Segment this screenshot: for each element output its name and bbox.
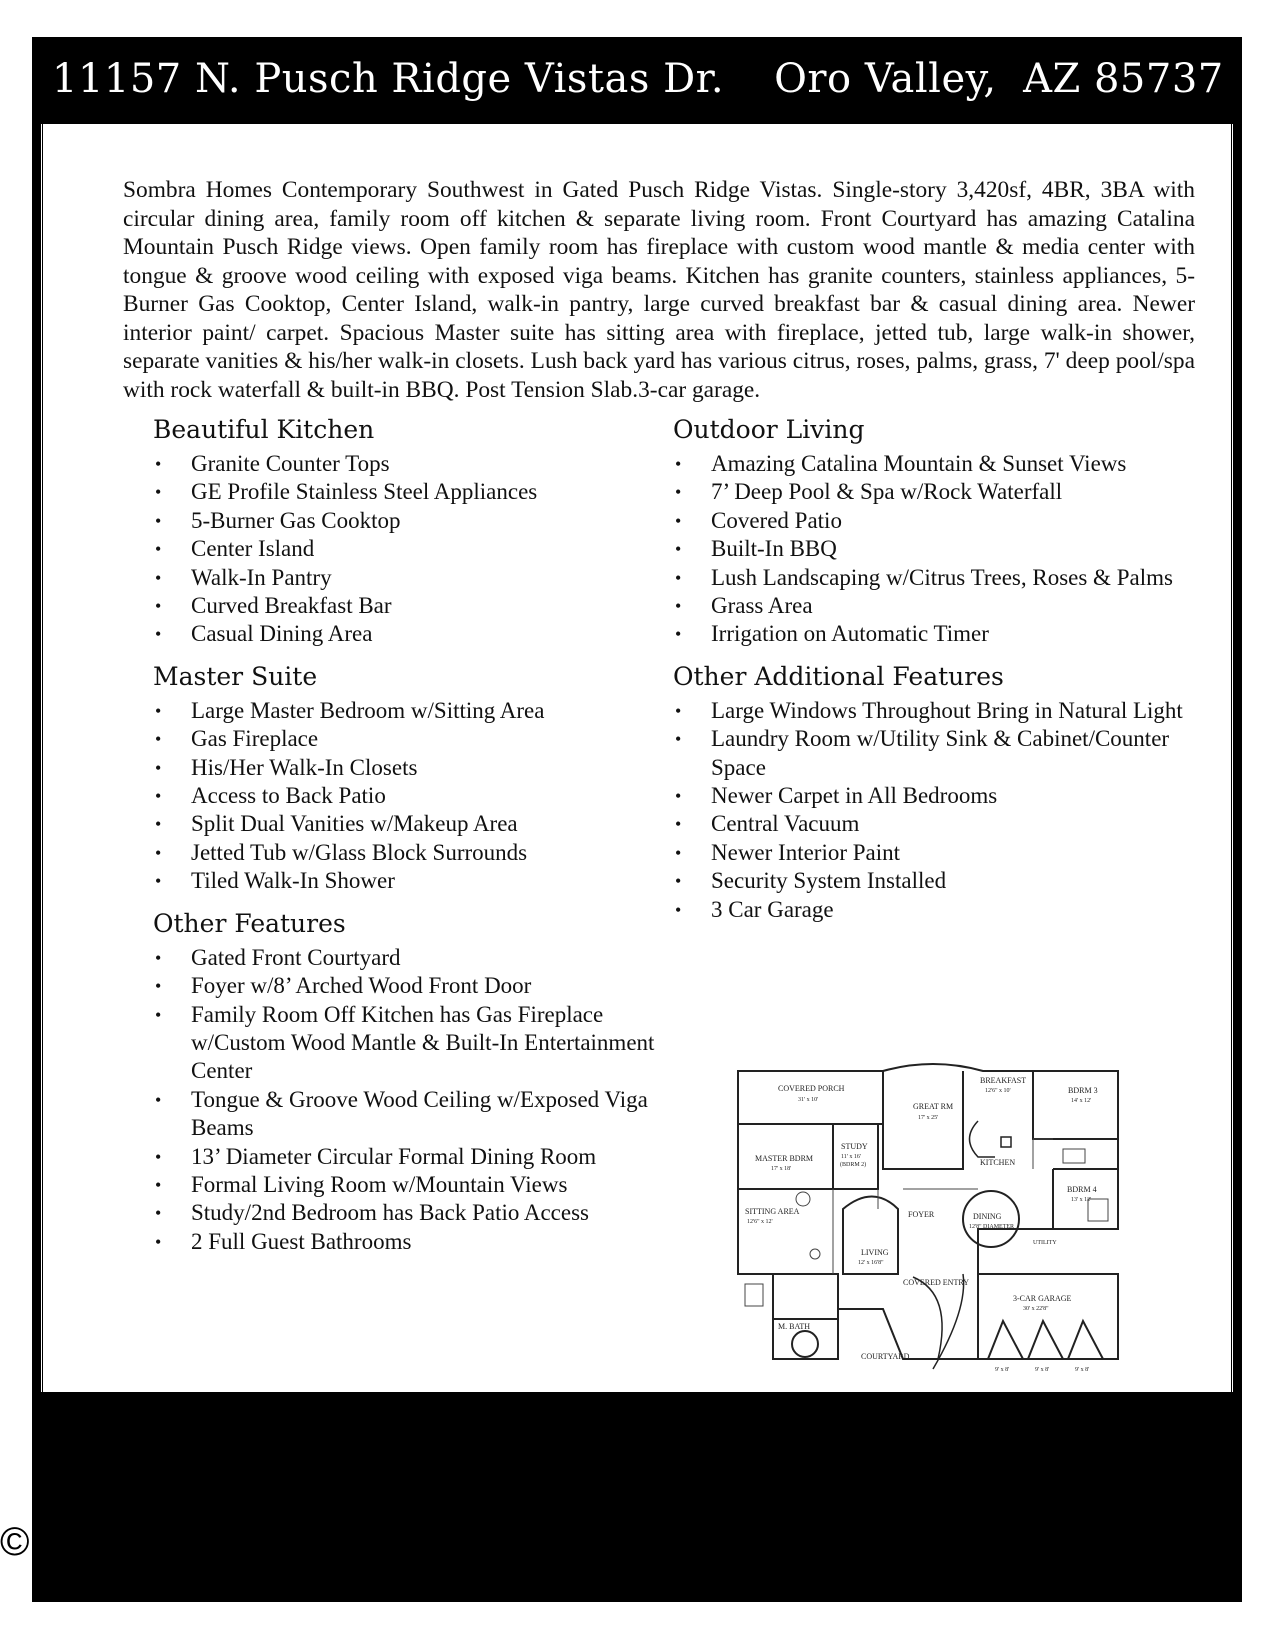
floorplan-label: STUDY <box>841 1142 868 1151</box>
list-item-text: Large Windows Throughout Bring in Natural Light <box>711 697 1183 723</box>
list-item <box>153 507 673 535</box>
list-item <box>153 867 673 895</box>
feature-section <box>153 661 673 896</box>
floorplan-dimension: 13' x 12' <box>1071 1197 1092 1203</box>
floorplan-dimension: 17' x 25' <box>918 1115 939 1121</box>
bullet-icon: • <box>675 871 682 892</box>
floorplan-label: COVERED ENTRY <box>903 1278 969 1287</box>
list-item <box>673 810 1193 838</box>
section-heading: Other Features <box>153 908 346 938</box>
bullet-icon: • <box>675 729 682 750</box>
bullet-icon: • <box>155 976 162 997</box>
floorplan-dimension: 11' x 16' <box>841 1154 861 1160</box>
list-item <box>673 839 1193 867</box>
bullet-icon: • <box>675 842 682 863</box>
floorplan-dimension: 12'6" x 12' <box>747 1219 773 1225</box>
section-heading: Other Additional Features <box>673 661 1004 691</box>
bullet-icon: • <box>675 482 682 503</box>
bullet-icon: • <box>675 814 682 835</box>
floorplan-dimension: 9' x 8' <box>1035 1367 1050 1373</box>
list-item <box>153 725 673 753</box>
bullet-icon: • <box>155 871 162 892</box>
bullet-icon: • <box>155 786 162 807</box>
list-item <box>673 450 1193 478</box>
bullet-icon: • <box>155 1089 162 1110</box>
floorplan-label: BDRM 3 <box>1068 1086 1098 1095</box>
list-item-text: Covered Patio <box>711 507 842 533</box>
bullet-icon: • <box>155 842 162 863</box>
bullet-icon: • <box>155 1203 162 1224</box>
content-panel <box>40 124 1234 1392</box>
city-state-zip-text: Oro Valley, AZ 85737 <box>774 56 1224 102</box>
list-item-text: Tongue & Groove Wood Ceiling w/Exposed Viga Beams <box>191 1086 648 1141</box>
list-item <box>153 564 673 592</box>
list-item-text: Built-In BBQ <box>711 536 837 562</box>
feature-section <box>153 908 673 1256</box>
floorplan-label: MASTER BDRM <box>755 1154 814 1163</box>
floorplan-dimension: 9' x 8' <box>995 1367 1010 1373</box>
list-item <box>153 697 673 725</box>
address-text: 11157 N. Pusch Ridge Vistas Dr. <box>52 56 725 102</box>
bullet-icon: • <box>675 510 682 531</box>
bullet-icon: • <box>675 700 682 721</box>
list-item-text: Grass Area <box>711 593 813 619</box>
flyer-frame <box>32 37 1242 1602</box>
list-item-text: Lush Landscaping w/Citrus Trees, Roses & Palms <box>711 564 1173 590</box>
floorplan-dimension: 14' x 12' <box>1071 1098 1092 1104</box>
floor-plan <box>733 1059 1133 1377</box>
section-heading: Beautiful Kitchen <box>153 415 375 444</box>
bullet-icon: • <box>675 899 682 920</box>
floorplan-label: GREAT RM <box>913 1102 954 1111</box>
floorplan-label: FOYER <box>908 1210 935 1219</box>
floorplan-dimension: 30' x 22'8" <box>1023 1306 1049 1312</box>
feature-list <box>153 450 673 649</box>
bullet-icon: • <box>155 454 162 474</box>
section-heading: Outdoor Living <box>673 415 865 444</box>
bullet-icon: • <box>675 596 682 617</box>
list-item-text: Security System Installed <box>711 868 947 894</box>
floorplan-dimension: 9' x 8' <box>1075 1367 1090 1373</box>
list-item <box>153 782 673 810</box>
floorplan-label: BREAKFAST <box>980 1076 1027 1085</box>
feature-section <box>673 414 1193 649</box>
list-item <box>673 725 1193 782</box>
list-item <box>673 697 1193 725</box>
bullet-icon: • <box>155 814 162 835</box>
list-item <box>153 972 673 1000</box>
feature-list <box>153 697 673 896</box>
floorplan-label: LIVING <box>861 1248 889 1257</box>
bullet-icon: • <box>155 510 162 531</box>
title-bar <box>32 37 1242 121</box>
floorplan-dimension: 12' x 16'8" <box>858 1260 884 1266</box>
list-item-text: Large Master Bedroom w/Sitting Area <box>191 697 545 723</box>
list-item-text: Curved Breakfast Bar <box>191 593 392 619</box>
list-item <box>153 1001 673 1086</box>
section-heading: Master Suite <box>153 661 318 691</box>
page-title <box>32 56 1224 102</box>
bullet-icon: • <box>155 757 162 778</box>
list-item-text: Formal Living Room w/Mountain Views <box>191 1171 568 1197</box>
list-item <box>673 564 1193 592</box>
floorplan-label: 3-CAR GARAGE <box>1013 1294 1072 1303</box>
list-item-text: Tiled Walk-In Shower <box>191 868 395 894</box>
list-item <box>673 620 1193 648</box>
list-item-text: Newer Interior Paint <box>711 839 901 865</box>
list-item <box>153 478 673 506</box>
bullet-icon: • <box>155 539 162 560</box>
feature-list <box>153 944 673 1256</box>
list-item <box>153 944 673 972</box>
floorplan-label: DINING <box>973 1212 1002 1221</box>
floorplan-dimension: 31' x 10' <box>798 1097 819 1103</box>
list-item-text: Split Dual Vanities w/Makeup Area <box>191 811 518 837</box>
disclaimer-text: All Information Deemed Reliable But Not Guaranteed <box>433 1567 804 1586</box>
list-item-text: Amazing Catalina Mountain & Sunset Views <box>711 451 1127 476</box>
bullet-icon: • <box>675 539 682 560</box>
list-item-text: Gated Front Courtyard <box>191 944 401 970</box>
list-item-text: Study/2nd Bedroom has Back Patio Access <box>191 1200 589 1226</box>
bullet-icon: • <box>155 729 162 750</box>
list-item-text: 2 Full Guest Bathrooms <box>191 1228 412 1254</box>
list-item <box>153 1143 673 1171</box>
list-item-text: Gas Fireplace <box>191 726 319 752</box>
floorplan-label: BDRM 4 <box>1067 1185 1097 1194</box>
list-item-text: His/Her Walk-In Closets <box>191 754 418 780</box>
features-column-left <box>153 414 673 1268</box>
list-item-text: Family Room Off Kitchen has Gas Fireplace w/Custom Wood Mantle & Built-In Entertainment Center <box>191 1001 655 1084</box>
list-item-text: Irrigation on Automatic Timer <box>711 621 989 647</box>
list-item-text: GE Profile Stainless Steel Appliances <box>191 479 538 505</box>
list-item-text: Casual Dining Area <box>191 621 373 647</box>
bullet-icon: • <box>155 1004 162 1025</box>
list-item <box>673 592 1193 620</box>
list-item-text: Jetted Tub w/Glass Block Surrounds <box>191 839 528 865</box>
list-item-text: 3 Car Garage <box>711 896 834 922</box>
list-item <box>153 839 673 867</box>
property-description: Sombra Homes Contemporary Southwest in Gated Pusch Ridge Vistas. Single-story 3,420sf, 4BR, 3BA with circular dining area, family room off kitchen & separate living room. Front Courtyard has amazing Catalina Mountain Pusch Ridge views. Open family room has fireplace with custom wood mantle & media center with tongue & groove wood ceiling with exposed viga beams. Kitchen has granite counters, stainless appliances, 5-Burner Gas Cooktop, Center Island, walk-in pantry, large curved breakfast bar & casual dining area. Newer interior paint/ carpet. Spacious Master suite has sitting area with fireplace, jetted tub, large walk-in shower, separate vanities & his/her walk-in closets. Lush back yard has various citrus, roses, palms, grass, 7' deep pool/spa with rock waterfall & built-in BBQ. Post Tension Slab.3-car garage. <box>123 177 1195 403</box>
list-item-text: Granite Counter Tops <box>191 451 390 476</box>
bullet-icon: • <box>155 482 162 503</box>
list-item <box>153 620 673 648</box>
bullet-icon: • <box>155 596 162 617</box>
list-item <box>673 478 1193 506</box>
bullet-icon: • <box>155 700 162 721</box>
list-item <box>673 782 1193 810</box>
bullet-icon: • <box>155 567 162 588</box>
floorplan-label: UTILITY <box>1033 1240 1057 1246</box>
bullet-icon: • <box>675 786 682 807</box>
list-item <box>153 810 673 838</box>
floorplan-dimension: 12'8" DIAMETER <box>969 1224 1015 1230</box>
bullet-icon: • <box>155 1146 162 1167</box>
list-item-text: Central Vacuum <box>711 811 860 837</box>
floorplan-dimension: (BDRM 2) <box>840 1162 867 1168</box>
list-item-text: 13’ Diameter Circular Formal Dining Room <box>191 1143 597 1169</box>
list-item <box>153 535 673 563</box>
floorplan-label: M. BATH <box>778 1322 811 1331</box>
list-item <box>673 535 1193 563</box>
list-item-text: Newer Carpet in All Bedrooms <box>711 783 998 809</box>
bullet-icon: • <box>675 624 682 645</box>
list-item <box>153 754 673 782</box>
list-item-text: Access to Back Patio <box>191 783 386 809</box>
list-item <box>153 1228 673 1256</box>
bullet-icon: • <box>155 947 162 968</box>
bullet-icon: • <box>675 454 682 474</box>
list-item-text: 5-Burner Gas Cooktop <box>191 507 401 533</box>
feature-list <box>673 697 1193 924</box>
floorplan-dimension: 17' x 18' <box>771 1166 792 1172</box>
list-item <box>153 1086 673 1143</box>
floorplan-dimension: 12'6" x 10' <box>985 1088 1011 1094</box>
bullet-icon: • <box>155 1231 162 1252</box>
list-item <box>153 450 673 478</box>
list-item-text: Laundry Room w/Utility Sink & Cabinet/Counter Space <box>711 726 1170 780</box>
list-item <box>673 507 1193 535</box>
list-item <box>153 592 673 620</box>
list-item-text: 7’ Deep Pool & Spa w/Rock Waterfall <box>711 479 1063 505</box>
list-item <box>673 896 1193 924</box>
bullet-icon: • <box>155 1174 162 1195</box>
list-item-text: Foyer w/8’ Arched Wood Front Door <box>191 973 532 999</box>
list-item <box>153 1199 673 1227</box>
floorplan-label: COVERED PORCH <box>778 1084 845 1093</box>
list-item <box>153 1171 673 1199</box>
floorplan-label: SITTING AREA <box>745 1207 800 1216</box>
list-item-text: Walk-In Pantry <box>191 564 332 590</box>
copyright-notice: ©2021 MLSSAZ <box>0 1520 296 1564</box>
feature-section <box>153 414 673 649</box>
bullet-icon: • <box>155 624 162 645</box>
list-item-text: Center Island <box>191 536 315 562</box>
floorplan-label: COURTYARD <box>861 1352 910 1361</box>
floorplan-label: KITCHEN <box>980 1158 1016 1167</box>
feature-list <box>673 450 1193 649</box>
bullet-icon: • <box>675 567 682 588</box>
features-column-right <box>673 414 1193 936</box>
list-item <box>673 867 1193 895</box>
feature-section <box>673 661 1193 924</box>
